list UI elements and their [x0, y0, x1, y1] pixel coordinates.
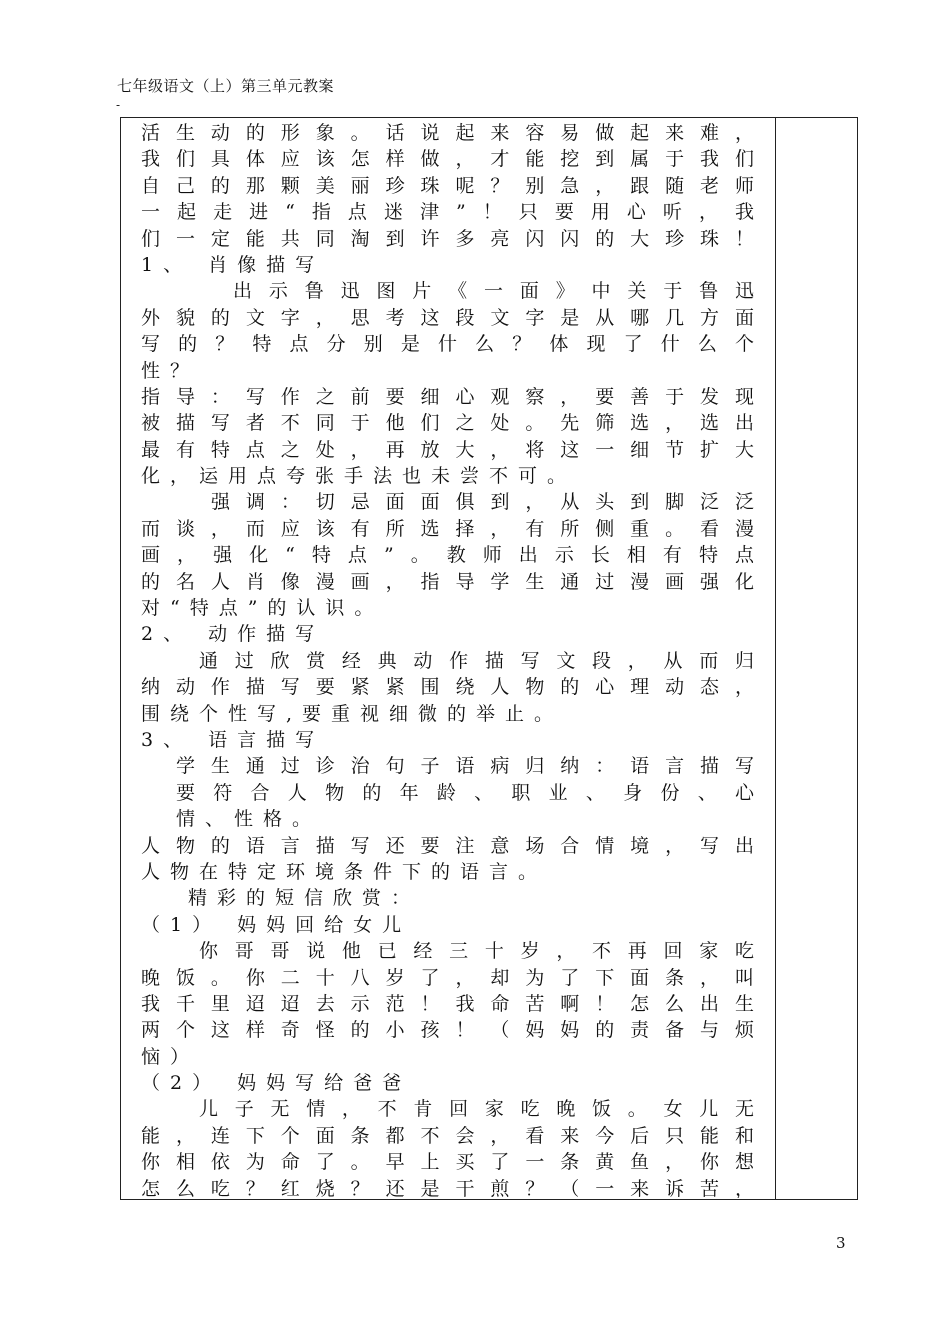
text-line: 对“特点”的认识。 — [141, 597, 384, 620]
header-mark: - — [116, 98, 121, 112]
text-line: 你相依为命了。早上买了一条黄鱼，你想 — [141, 1151, 754, 1174]
text-line: （1） 妈妈回给女儿 — [141, 913, 412, 936]
text-line: 化，运用点夸张手法也未尝不可。 — [141, 465, 577, 488]
text-line: 怎么吃？红烧？还是干煎？（一来诉苦， — [141, 1177, 754, 1198]
text-line: 1、 肖像描写 — [141, 253, 325, 276]
text-line: （2） 妈妈写给爸爸 — [141, 1072, 412, 1095]
text-line: 一起走进“指点迷津”！只要用心听，我 — [141, 201, 754, 224]
text-line: 能，连下个面条都不会，看来今后只能和 — [141, 1124, 754, 1147]
text-line: 儿子无情，不肯回家吃晚饭。女儿无 — [199, 1098, 754, 1121]
text-line: 性？ — [141, 359, 200, 382]
text-line: 学生通过诊治句子语病归纳：语言描写 — [176, 755, 754, 778]
text-line: 的名人肖像漫画，指导学生通过漫画强化 — [141, 570, 754, 593]
text-line: 们一定能共同淘到许多亮闪闪的大珍珠！ — [141, 227, 754, 250]
text-line: 人物在特定环境条件下的语言。 — [141, 860, 548, 883]
text-line: 精彩的短信欣赏： — [188, 887, 421, 910]
text-line: 恼） — [141, 1045, 200, 1068]
text-line: 而谈，而应该有所选择，有所侧重。看漫 — [141, 517, 754, 540]
text-line: 活生动的形象。话说起来容易做起来难， — [141, 122, 754, 144]
text-line: 指导：写作之前要细心观察，要善于发现 — [141, 385, 754, 408]
text-line: 情、性格。 — [176, 808, 322, 831]
text-line: 自己的那颗美丽珍珠呢？别急，跟随老师 — [141, 174, 754, 197]
text-line: 写的？特点分别是什么？体现了什么个 — [141, 333, 754, 356]
page-header-title: 七年级语文（上）第三单元教案 — [117, 77, 335, 95]
text-line: 画，强化“特点”。教师出示长相有特点 — [141, 544, 754, 567]
text-line: 人物的语言描写还要注意场合情境，写出 — [141, 834, 754, 857]
text-line: 强调：切忌面面俱到，从头到脚泛泛 — [211, 491, 754, 514]
lesson-text-cell — [141, 120, 754, 1198]
text-line: 最有特点之处，再放大，将这一细节扩大 — [141, 438, 754, 461]
text-line: 通过欣赏经典动作描写文段，从而归 — [199, 649, 754, 672]
text-line: 我们具体应该怎样做，才能挖到属于我们 — [141, 148, 754, 171]
text-line: 被描写者不同于他们之处。先筛选，选出 — [141, 412, 754, 435]
text-line: 我千里迢迢去示范！我命苦啊！怎么出生 — [141, 992, 754, 1015]
text-line: 要符合人物的年龄、职业、身份、心 — [176, 781, 754, 804]
text-line: 两个这样奇怪的小孩！（妈妈的责备与烦 — [141, 1019, 754, 1042]
text-line: 2、 动作描写 — [141, 623, 325, 646]
text-line: 3、 语言描写 — [141, 728, 325, 751]
table-column-divider — [775, 117, 776, 1200]
text-line: 你哥哥说他已经三十岁，不再回家吃 — [199, 940, 754, 963]
text-line: 围绕个性写,要重视细微的举止。 — [141, 702, 564, 725]
text-line: 晚饭。你二十八岁了，却为了下面条，叫 — [141, 966, 754, 989]
text-line: 纳动作描写要紧紧围绕人物的心理动态， — [141, 676, 754, 699]
text-line: 出示鲁迅图片《一面》中关于鲁迅 — [233, 280, 754, 303]
text-line: 外貌的文字，思考这段文字是从哪几方面 — [141, 306, 754, 329]
page-number: 3 — [836, 1234, 846, 1252]
